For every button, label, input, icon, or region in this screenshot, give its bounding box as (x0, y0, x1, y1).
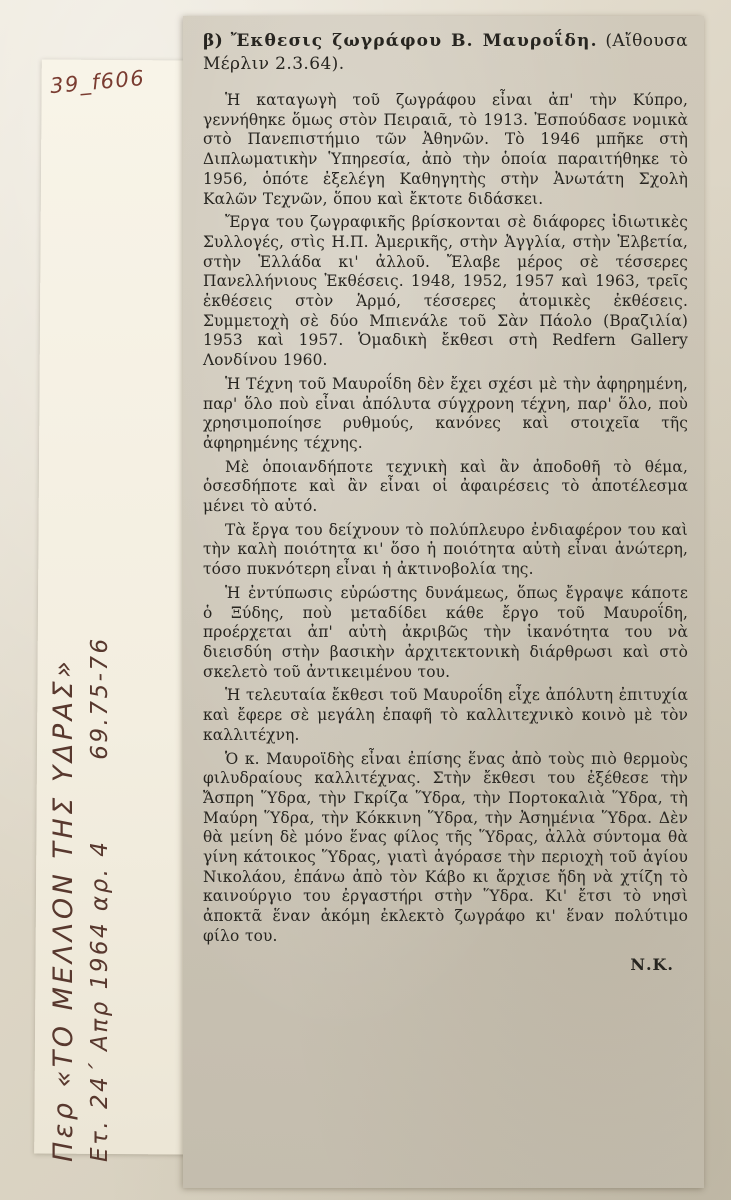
margin-annotation-journal: Περ «ΤΟ ΜΕΛΛΟΝ ΤΗΣ ΥΔΡΑΣ» (48, 657, 79, 1162)
article-paragraph: Ἡ Τέχνη τοῦ Μαυροΐδη δὲν ἔχει σχέσι μὲ τὴν ἀφηρημένη, παρ' ὅλο ποὺ εἶναι ἀπόλυτα σύγχρονη τέχνη, παρ' ὅλο, ποὺ χρησιμοποίησε ρυθμούς, κανόνες καὶ στοιχεῖα τῆς ἀφηρημένης τέχνης. (203, 374, 688, 452)
article-header-label: β) (203, 31, 224, 51)
article-paragraph: Ἔργα του ζωγραφικῆς βρίσκονται σὲ διάφορες ἰδιωτικὲς Συλλογές, στὶς Η.Π. Ἀμερικῆς, στὴν Ἀγγλία, στὴν Ἑλβετία, στὴν Ἑλλάδα κι' ἀλλοῦ. Ἔλαβε μέρος σὲ τέσσερες Πανελλήνιους Ἐκθέσεις. 1948, 1952, 1957 καὶ 1963, τρεῖς ἐκθέσεις στὸν Ἁρμό, τέσσερες ἀτομικὲς ἐκθέσεις. Συμμετοχὴ σὲ δύο Μπιενάλε τοῦ Σὰν Πάολο (Βραζιλία) 1953 καὶ 1957. Ὁμαδικὴ ἔκθεσι στὴ Redfern Gallery Λονδίνου 1960. (203, 213, 688, 370)
article-paragraph: Ἡ τελευταία ἔκθεσι τοῦ Μαυροΐδη εἶχε ἀπόλυτη ἐπιτυχία καὶ ἔφερε σὲ μεγάλη ἐπαφῆ τὸ καλλιτεχνικὸ κοινὸ μὲ τὸν καλλιτέχνη. (203, 686, 688, 744)
article-signature: Ν.Κ. (630, 954, 674, 974)
margin-annotation-page-ref: 69.75-76 (87, 636, 113, 760)
article-body (203, 91, 688, 974)
article-paragraph: Ἡ καταγωγὴ τοῦ ζωγράφου εἶναι ἀπ' τὴν Κύπρο, γεννήθηκε ὅμως στὸν Πειραιᾶ, τὸ 1913. Ἐσπούδασε νομικὰ στὸ Πανεπιστήμιο τῶν Ἀθηνῶν. Τὸ 1946 μπῆκε στὴ Διπλωματικὴν Ὑπηρεσία, ἀπὸ τὴν ὁποία παραιτήθηκε τὸ 1956, ὁπότε ἐξελέγη Καθηγητὴς στὴν Ἀνωτάτη Σχολὴ Καλῶν Τεχνῶν, ὅπου καὶ ἔκτοτε διδάσκει. (203, 91, 688, 208)
newspaper-clipping (183, 16, 704, 1188)
article-paragraph: Τὰ ἔργα του δείχνουν τὸ πολύπλευρο ἐνδιαφέρον του καὶ τὴν καλὴ ποιότητα κι' ὅσο ἡ ποιότητα αὐτὴ εἶναι ἀνώτερη, τόσο πυκνότερη εἶναι ἡ ἀκτινοβολία της. (203, 520, 688, 579)
article-paragraph: Ὁ κ. Μαυροϊδὴς εἶναι ἐπίσης ἕνας ἀπὸ τοὺς πιὸ θερμοὺς φιλυδραίους καλλιτέχνας. Στὴν ἔκθεσι του ἐξέθεσε τὴν Ἄσπρη Ὕδρα, τὴν Γκρίζα Ὕδρα, τὴν Πορτοκαλιὰ Ὕδρα, τὴ Μαύρη Ὕδρα, τὴν Κόκκινη Ὕδρα, τὴν Ἀσημένια Ὕδρα. Δὲν θὰ μείνη δὲ μόνο ἕνας φίλος τῆς Ὕδρας, ἀλλὰ σύντομα θὰ γίνη κάτοικος Ὕδρας, γιατὶ ἀγόρασε τὴν περιοχὴ τοῦ ἁγίου Νικολάου, ἐπάνω ἀπὸ τὸν Κάβο κι ἄρχισε ἤδη νὰ χτίζη τὸ καινούργιο του ἐργαστήρι στὴν Ὕδρα. Κι' ἔτσι τὸ νησὶ ἀποκτᾶ ἕναν ἀκόμη ἐκλεκτὸ ζωγράφο κι' ἕναν πολύτιμο φίλο του. (203, 749, 688, 945)
margin-annotation-issue (87, 326, 113, 1162)
catalog-number-annotation: 39_f606 (49, 65, 147, 99)
article-header (203, 30, 688, 76)
article-header-title: Ἔκθεσις ζωγράφου Β. Μαυροΐδη. (230, 31, 598, 51)
article-paragraph: Μὲ ὁποιανδήποτε τεχνικὴ καὶ ἂν ἀποδοθῆ τὸ θέμα, ὁσεσδήποτε καὶ ἂν εἶναι οἱ ἀφαιρέσεις τὸ ἀποτέλεσμα μένει τὸ αὐτό. (203, 457, 688, 516)
margin-annotation-issue-text: Ετ. 24΄ Απρ 1964 αρ. 4 (87, 839, 113, 1162)
article-paragraph: Ἡ ἐντύπωσις εὐρώστης δυνάμεως, ὅπως ἔγραψε κάποτε ὁ Ξύδης, ποὺ μεταδίδει κάθε ἔργο τοῦ Μαυροΐδη, προέρχεται ἀπ' αὐτὴ ἀκριβῶς τὴν ἱκανότητα του νὰ διεισδύη στὴν βασικὴν ἀρχιτεκτονικὴ διάρθρωσι καὶ στὸ σκελετὸ τοῦ ἀντικειμένου του. (203, 583, 688, 681)
article-header-venue: (Αἴθουσα Μέρλιν 2.3.64). (203, 31, 688, 74)
margin-annotation (48, 326, 144, 1162)
